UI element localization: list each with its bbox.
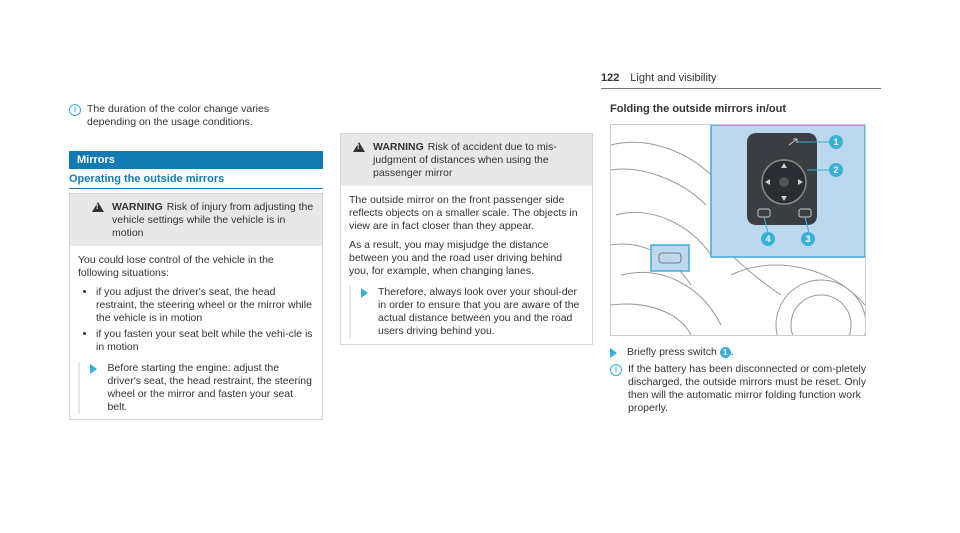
- warning-body: [70, 246, 322, 414]
- step-prefix: Briefly press switch: [627, 346, 717, 358]
- warning-header: [341, 134, 592, 186]
- warning-label: WARNING: [112, 201, 163, 213]
- subheading-text: Operating the outside mirrors: [69, 173, 225, 185]
- list-item: • if you fasten your seat belt while the vehi-cle is in motion: [96, 328, 314, 354]
- step-arrow-icon: [90, 364, 97, 374]
- battery-note: [610, 363, 872, 415]
- callout-2: 2: [829, 163, 843, 177]
- warning-triangle-icon: [92, 202, 104, 212]
- step-bar: [349, 286, 351, 338]
- step-bar: [78, 362, 80, 414]
- warning-body: [341, 186, 592, 338]
- switch-highlight: [651, 245, 689, 271]
- callout-3: 3: [801, 232, 815, 246]
- warning-step: [349, 286, 584, 338]
- warning-bullet-list: [78, 286, 314, 354]
- chapter-title: Light and visibility: [630, 72, 717, 84]
- warning-label: WARNING: [373, 141, 424, 153]
- warning-intro: You could lose control of the vehicle in the following situations:: [78, 254, 274, 279]
- warning-paragraph: The outside mirror on the front passenger side reflects objects on a smaller scale. The objects in view are in fact closer than they appear.: [349, 194, 578, 232]
- warning-title: Risk of accident due to mis-judgment of distances when using the passenger mirror: [373, 141, 557, 179]
- step-text: Before starting the engine: adjust the driver's seat, the head restraint, the steering wheel or the mirror and fasten your seat belt.: [107, 362, 312, 413]
- step-text: Therefore, always look over your shoul-der in order to ensure that you are aware of the actual distance between you and the road users driving behind you.: [378, 286, 580, 337]
- callout-4: 4: [761, 232, 775, 246]
- page-header: [601, 72, 881, 89]
- warning-box-accident: [340, 133, 593, 345]
- warning-title: Risk of injury from adjusting the vehicle settings while the vehicle is in motion: [112, 201, 314, 239]
- info-icon: i: [610, 364, 622, 376]
- warning-step: [78, 362, 314, 414]
- subheading: [69, 173, 323, 189]
- warning-paragraph: As a result, you may misjudge the distance between you and the road user driving behind you, for example, when changing lanes.: [349, 239, 563, 277]
- step-ref-badge: 1: [720, 347, 731, 358]
- warning-box-injury: [69, 193, 323, 420]
- warning-header: [70, 194, 322, 246]
- mirror-switch-figure: [610, 124, 866, 336]
- section-title-bar: Mirrors: [69, 151, 323, 169]
- fold-step: [610, 346, 870, 359]
- step-arrow-icon: [610, 348, 617, 358]
- note-text: If the battery has been disconnected or com-pletely discharged, the outside mirrors must be reset. Only then will the automatic mirror folding function work properly.: [628, 363, 867, 414]
- info-icon: i: [69, 104, 81, 116]
- page-number: 122: [601, 72, 620, 84]
- right-heading: Folding the outside mirrors in/out: [610, 103, 786, 115]
- warning-triangle-icon: [353, 142, 365, 152]
- step-suffix: .: [730, 346, 734, 358]
- color-change-note: [69, 103, 321, 129]
- list-item: • if you adjust the driver's seat, the head restraint, the steering wheel or the mirror while the vehicle is in motion: [96, 286, 314, 325]
- step-arrow-icon: [361, 288, 368, 298]
- door-panel-illustration: [611, 125, 865, 335]
- note-text: The duration of the color change varies depending on the usage conditions.: [87, 103, 270, 128]
- callout-1: 1: [829, 135, 843, 149]
